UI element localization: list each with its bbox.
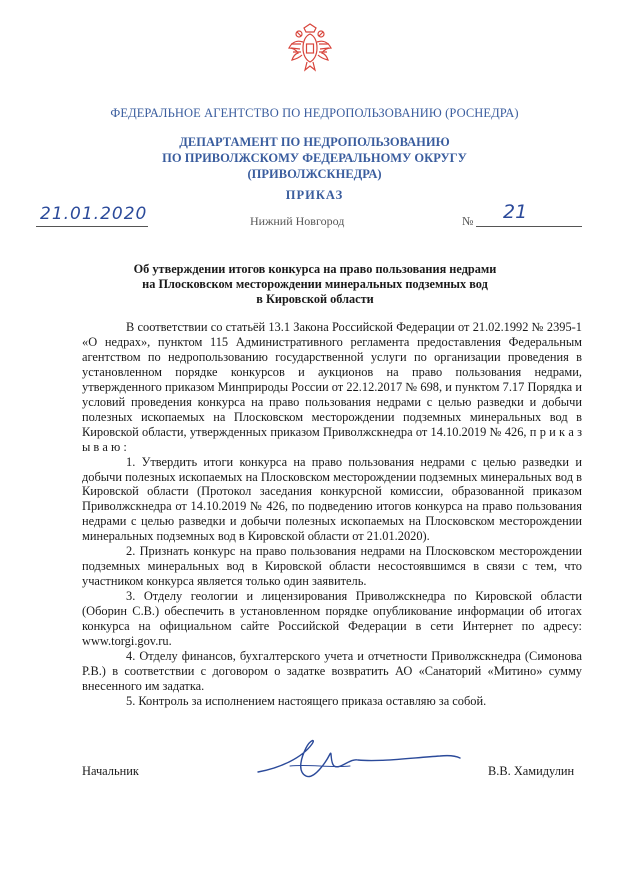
clause-paragraph: 5. Контроль за исполнением настоящего приказа оставляю за собой. [126,693,487,708]
handwritten-date: 21.01.2020 [40,204,148,224]
clause-paragraph: 3. Отделу геологии и лицензирования Приволжскнедра по Кировской области (Оборин С.В.) обеспечить в установленном порядке опубликование информации об итогах конкурса на официальном сайте Российской Федерации в сети Интернет по адресу: www.torgi.gov.ru. [82,589,582,649]
number-label: № [462,214,474,228]
department-line: ПО ПРИВОЛЖСКОМУ ФЕДЕРАЛЬНОМУ ОКРУГУ [162,151,467,165]
date-underline [36,226,148,227]
handwritten-number: 21 [503,201,528,223]
order-title: ПРИКАЗ [285,188,344,202]
signatory-position: Начальник [82,764,139,778]
preamble-paragraph: В соответствии со статьёй 13.1 Закона Российской Федерации от 21.02.1992 № 2395-1 «О недрах», пунктом 115 Административного регламента предоставления Федеральным агентством по недропользованию государственной услуги по организации проведения в установленном порядке конкурсов и аукционов на право пользования недрами, утвержденного приказом Минприроды России от 22.12.2017 № 698, и пунктом 7.17 Порядка и условий проведения конкурса на право пользования недрами с целью разведки и добычи полезных ископаемых на Плосковском месторождении подземных минеральных вод в Кировской области, утвержденных приказом Приволжскнедра от 14.10.2019 № 426, п р и к а з ы в а ю : [82,320,582,454]
order-body [82,320,582,709]
subject-line: в Кировской области [256,292,374,306]
city: Нижний Новгород [250,214,345,228]
coat-of-arms-icon [287,22,333,76]
handwritten-signature [250,728,470,786]
agency-name: ФЕДЕРАЛЬНОЕ АГЕНТСТВО ПО НЕДРОПОЛЬЗОВАНИЮ (РОСНЕДРА) [110,106,519,120]
order-subject [90,262,540,307]
number-underline [476,226,582,227]
clause-paragraph: 1. Утвердить итоги конкурса на право пользования недрами с целью разведки и добычи полезных ископаемых на Плосковском месторождении подземных минеральных вод в Кировской области (Протокол заседания конкурсной комиссии, образованной приказом Приволжскнедра от 14.10.2019 № 426, по подведению итогов конкурса на право пользования недрами с целью разведки и добычи полезных ископаемых на Плосковском месторождении минеральных подземных вод в Кировской области от 21.01.2020). [82,454,582,544]
department-line: (ПРИВОЛЖСКНЕДРА) [247,167,382,181]
department-line: ДЕПАРТАМЕНТ ПО НЕДРОПОЛЬЗОВАНИЮ [179,135,450,149]
clause-paragraph: 2. Признать конкурс на право пользования недрами на Плосковском месторождении подземных минеральных вод в Кировской области несостоявшимся в связи с тем, что участником конкурса является только один заявитель. [82,544,582,589]
subject-line: на Плосковском месторождении минеральных подземных вод [142,277,488,291]
subject-line: Об утверждении итогов конкурса на право пользования недрами [133,262,497,276]
department-name [0,134,629,182]
signatory-name: В.В. Хамидулин [488,764,575,778]
clause-paragraph: 4. Отделу финансов, бухгалтерского учета и отчетности Приволжскнедра (Симонова Р.В.) в соответствии с договором о задатке возвратить АО «Санаторий «Митино» сумму внесенного им задатка. [82,648,582,693]
